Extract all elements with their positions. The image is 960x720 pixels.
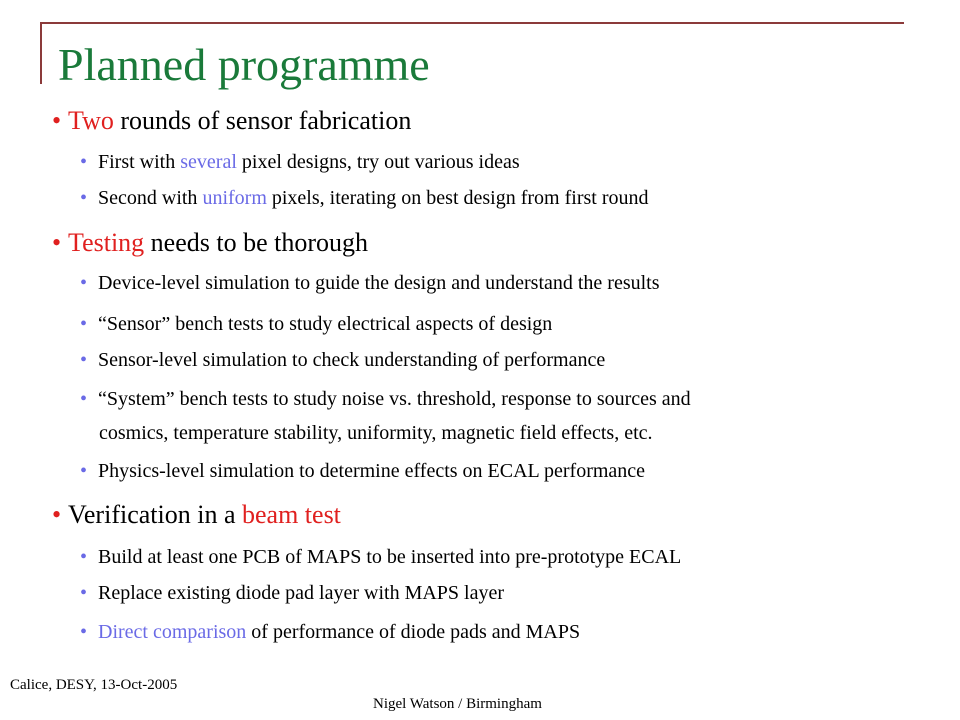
highlight-text: Testing bbox=[68, 228, 145, 257]
highlight-text: Two bbox=[68, 106, 114, 135]
bullet-text: needs to be thorough bbox=[144, 228, 369, 257]
highlight-text: several bbox=[180, 151, 237, 173]
subbullet-sensor-bench bbox=[80, 312, 552, 336]
subbullet-build-pcb bbox=[80, 545, 681, 569]
highlight-text: uniform bbox=[202, 187, 267, 209]
bullet-text: Build at least one PCB of MAPS to be inserted into pre-prototype ECAL bbox=[98, 546, 682, 568]
bullet-text: Device-level simulation to guide the design and understand the results bbox=[98, 272, 660, 294]
bullet-dot: • bbox=[80, 388, 88, 410]
footer-author: Nigel Watson / Birmingham bbox=[373, 696, 542, 712]
bullet-dot: • bbox=[52, 500, 62, 529]
subbullet-physics-simulation bbox=[80, 459, 645, 483]
bullet-text: pixel designs, try out various ideas bbox=[236, 151, 520, 173]
bullet-text: of performance of diode pads and MAPS bbox=[246, 621, 581, 643]
bullet-dot: • bbox=[80, 460, 88, 482]
bullet-dot: • bbox=[80, 349, 88, 371]
slide-title: Planned programme bbox=[58, 39, 430, 90]
bullet-text-pre: Second with bbox=[98, 187, 203, 209]
bullet-dot: • bbox=[52, 106, 62, 135]
bullet-dot: • bbox=[80, 546, 88, 568]
bullet-text: rounds of sensor fabrication bbox=[113, 106, 412, 135]
subbullet-uniform-pixels bbox=[80, 186, 648, 210]
bullet-dot: • bbox=[80, 187, 88, 209]
bullet-text: Sensor-level simulation to check understanding of performance bbox=[98, 349, 606, 371]
bullet-dot: • bbox=[80, 151, 88, 173]
subbullet-sensor-simulation bbox=[80, 348, 605, 372]
bullet-text: pixels, iterating on best design from first round bbox=[266, 187, 649, 209]
bullet-verification bbox=[52, 500, 341, 530]
subbullet-system-bench bbox=[80, 387, 691, 411]
bullet-text: “System” bench tests to study noise vs. threshold, response to sources and bbox=[98, 388, 691, 410]
bullet-testing bbox=[52, 228, 368, 258]
subbullet-several-designs bbox=[80, 150, 520, 174]
bullet-dot: • bbox=[80, 272, 88, 294]
bullet-dot: • bbox=[80, 313, 88, 335]
highlight-text: beam test bbox=[242, 500, 341, 529]
subbullet-direct-comparison bbox=[80, 620, 580, 644]
subbullet-device-simulation bbox=[80, 271, 660, 295]
subbullet-replace-layer bbox=[80, 581, 504, 605]
bullet-text: “Sensor” bench tests to study electrical aspects of design bbox=[98, 313, 553, 335]
bullet-dot: • bbox=[80, 621, 88, 643]
subbullet-system-bench-continuation: cosmics, temperature stability, uniformity, magnetic field effects, etc. bbox=[99, 422, 653, 444]
footer-event-date: Calice, DESY, 13-Oct-2005 bbox=[10, 677, 178, 693]
bullet-text-pre: First with bbox=[98, 151, 181, 173]
bullet-dot: • bbox=[52, 228, 62, 257]
highlight-text: Direct comparison bbox=[98, 621, 247, 643]
bullet-two-rounds bbox=[52, 106, 411, 136]
bullet-text: Replace existing diode pad layer with MAPS layer bbox=[98, 582, 505, 604]
bullet-text-pre: Verification in a bbox=[68, 500, 242, 529]
bullet-dot: • bbox=[80, 582, 88, 604]
bullet-text: Physics-level simulation to determine effects on ECAL performance bbox=[98, 460, 646, 482]
